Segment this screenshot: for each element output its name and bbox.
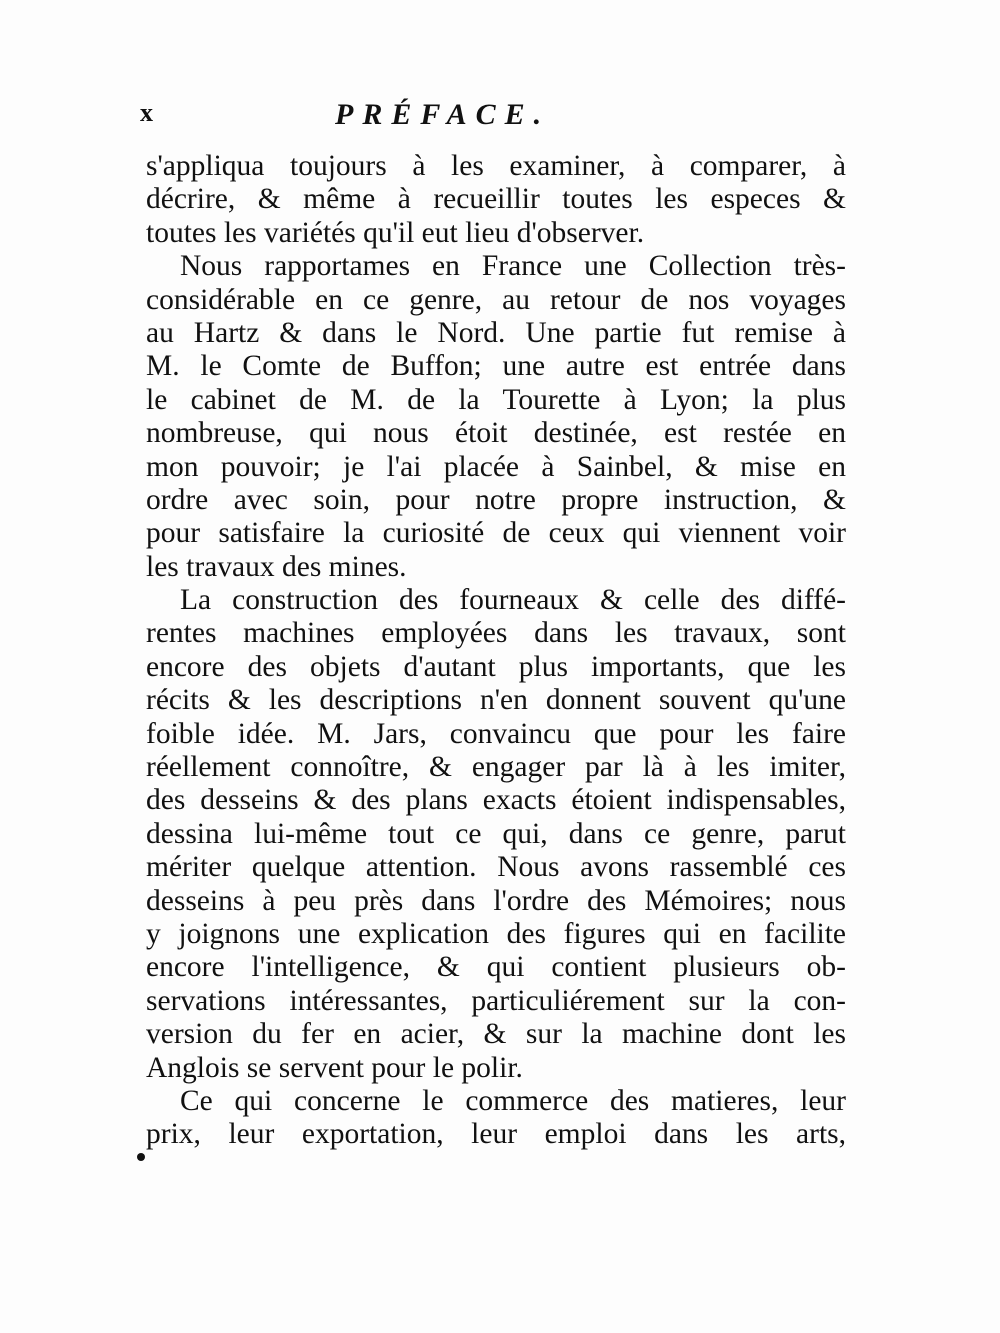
- text-line: desseins à peu près dans l'ordre des Mémoires; nous: [146, 884, 846, 917]
- text-line: décrire, & même à recueillir toutes les especes &: [146, 183, 846, 216]
- text-line: mériter quelque attention. Nous avons rassemblé ces: [146, 851, 846, 884]
- page-number: x: [140, 98, 154, 127]
- text-line: y joignons une explication des figures qui en facilite: [146, 917, 846, 950]
- text-line: nombreuse, qui nous étoit destinée, est restée en: [146, 417, 846, 450]
- text-line: récits & les descriptions n'en donnent souvent qu'une: [146, 684, 846, 717]
- body-text: [146, 150, 846, 1152]
- text-line: Anglois se servent pour le polir.: [146, 1051, 523, 1084]
- text-line: servations intéressantes, particuliérement sur la con-: [146, 984, 846, 1017]
- text-line: mon pouvoir; je l'ai placée à Sainbel, & mise en: [146, 450, 846, 483]
- text-line: prix, leur exportation, leur emploi dans les arts,: [146, 1118, 846, 1151]
- text-line: foible idée. M. Jars, convaincu que pour les faire: [146, 717, 846, 750]
- text-line: toutes les variétés qu'il eut lieu d'observer.: [146, 216, 645, 249]
- text-line: au Hartz & dans le Nord. Une partie fut remise à: [146, 316, 846, 349]
- text-line: réellement connoître, & engager par là à les imiter,: [146, 751, 846, 784]
- text-line: encore l'intelligence, & qui contient plusieurs ob-: [146, 951, 846, 984]
- page-header: [140, 98, 840, 138]
- text-line: des desseins & des plans exacts étoient indispensables,: [146, 784, 846, 817]
- text-line: s'appliqua toujours à les examiner, à comparer, à: [146, 150, 846, 182]
- text-line: encore des objets d'autant plus importants, que les: [146, 650, 846, 683]
- text-line: les travaux des mines.: [146, 550, 407, 583]
- text-line: le cabinet de M. de la Tourette à Lyon; la plus: [146, 383, 846, 416]
- text-line: dessina lui-même tout ce qui, dans ce genre, parut: [146, 817, 846, 850]
- text-line: version du fer en acier, & sur la machine dont les: [146, 1018, 846, 1051]
- running-title: PRÉFACE.: [335, 98, 551, 131]
- text-line: rentes machines employées dans les travaux, sont: [146, 617, 846, 650]
- ink-dot-mark: [137, 1153, 145, 1161]
- text-line: La construction des fourneaux & celle des diffé-: [180, 584, 846, 617]
- text-line: considérable en ce genre, au retour de nos voyages: [146, 283, 846, 316]
- text-line: pour satisfaire la curiosité de ceux qui viennent voir: [146, 517, 846, 550]
- text-line: Nous rapportames en France une Collection très-: [180, 250, 846, 283]
- text-line: ordre avec soin, pour notre propre instruction, &: [146, 483, 846, 516]
- text-line: M. le Comte de Buffon; une autre est entrée dans: [146, 350, 846, 383]
- text-line: Ce qui concerne le commerce des matieres, leur: [180, 1084, 846, 1117]
